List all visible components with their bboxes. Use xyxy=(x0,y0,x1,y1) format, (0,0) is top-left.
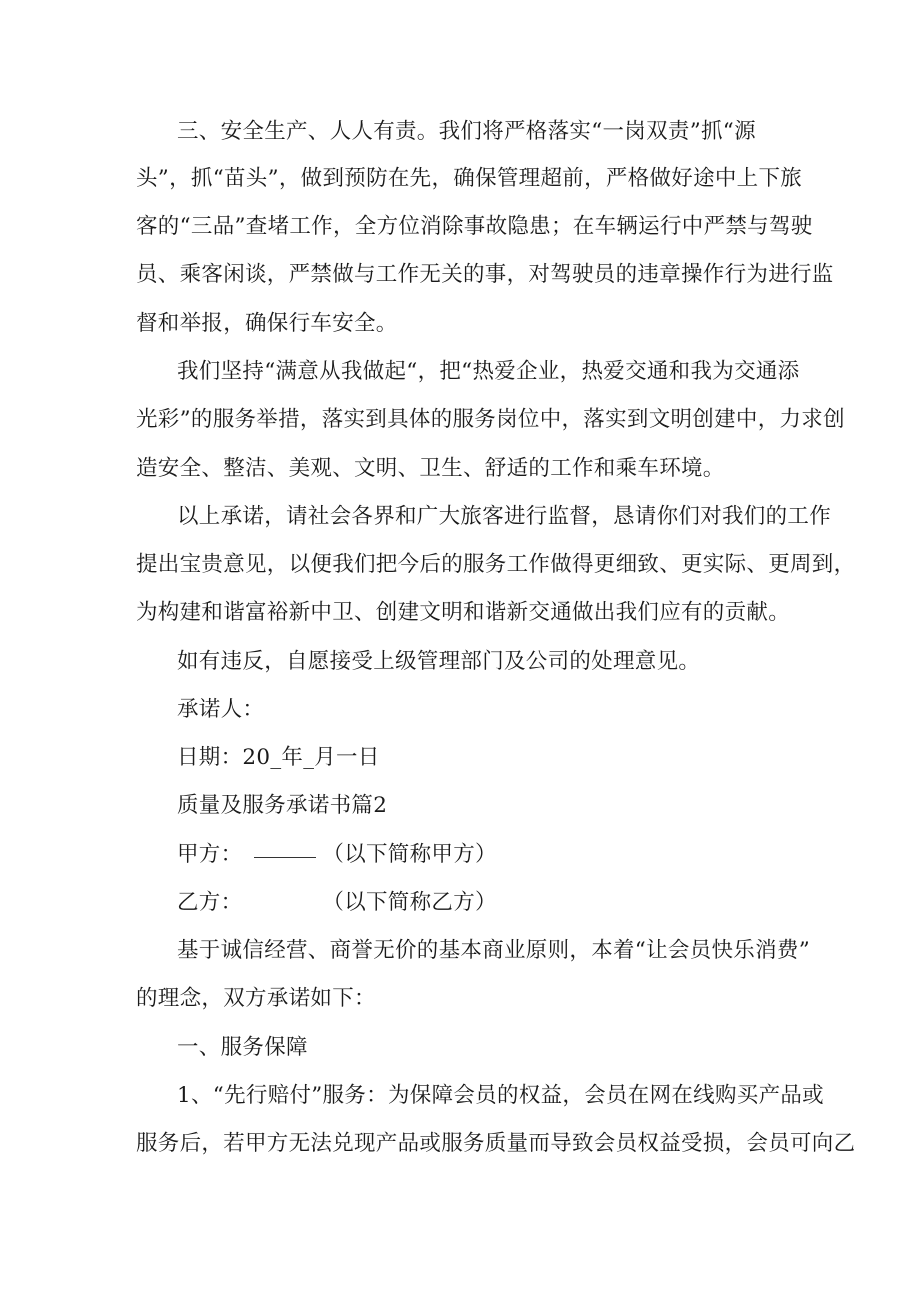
paragraph-2-line-2: 光彩”的服务举措，落实到具体的服务岗位中，落实到文明创建中，力求创 xyxy=(136,407,845,432)
paragraph-2-line-3: 造安全、整洁、美观、文明、卫生、舒适的工作和乘车环境。 xyxy=(136,456,725,481)
paragraph-3-line-1: 以上承诺，请社会各界和广大旅客进行监督，恳请你们对我们的工作 xyxy=(177,504,832,529)
paragraph-1-line-5: 督和举报，确保行车安全。 xyxy=(136,311,398,336)
section-title: 质量及服务承诺书篇2 xyxy=(177,793,388,818)
paragraph-5-line-1: 1、“先行赔付”服务：为保障会员的权益，会员在网在线购买产品或 xyxy=(177,1083,824,1108)
paragraph-4-line-2: 的理念，双方承诺如下： xyxy=(136,986,376,1011)
service-guarantee-heading: 一、服务保障 xyxy=(177,1035,308,1060)
paragraph-3-line-3: 为构建和谐富裕新中卫、创建文明和谐新交通做出我们应有的贡献。 xyxy=(136,600,791,625)
paragraph-1-line-3: 客的“三品”查堵工作，全方位消除事故隐患；在车辆运行中严禁与驾驶 xyxy=(136,214,813,239)
paragraph-2-line-1: 我们坚持“满意从我做起“，把“热爱企业，热爱交通和我为交通添 xyxy=(177,359,800,384)
paragraph-1-line-2: 头”，抓“苗头”，做到预防在先，确保管理超前，严格做好途中上下旅 xyxy=(136,166,803,191)
paragraph-1-line-4: 员、乘客闲谈，严禁做与工作无关的事，对驾驶员的违章操作行为进行监 xyxy=(136,262,834,287)
date-line: 日期：20_年_月一日 xyxy=(177,745,380,770)
party-a-line xyxy=(177,840,497,870)
paragraph-3-line-2: 提出宝贵意见，以便我们把今后的服务工作做得更细致、更实际、更周到， xyxy=(136,552,856,577)
party-b-label: 乙方： xyxy=(177,890,243,915)
party-b-line xyxy=(177,888,497,918)
violation-clause: 如有违反，自愿接受上级管理部门及公司的处理意见。 xyxy=(177,649,701,674)
party-a-label: 甲方： xyxy=(177,842,243,867)
party-b-note: （以下简称乙方） xyxy=(322,890,497,915)
paragraph-4-line-1: 基于诚信经营、商誉无价的基本商业原则，本着“让会员快乐消费” xyxy=(177,938,810,963)
promisor-label: 承诺人： xyxy=(177,697,265,722)
paragraph-5-line-2: 服务后，若甲方无法兑现产品或服务质量而导致会员权益受损，会员可向乙 xyxy=(136,1131,856,1156)
party-a-note: （以下简称甲方） xyxy=(322,842,497,867)
paragraph-1-line-1: 三、安全生产、人人有责。我们将严格落实“一岗双责”抓“源 xyxy=(177,119,756,144)
party-a-blank xyxy=(254,856,316,858)
